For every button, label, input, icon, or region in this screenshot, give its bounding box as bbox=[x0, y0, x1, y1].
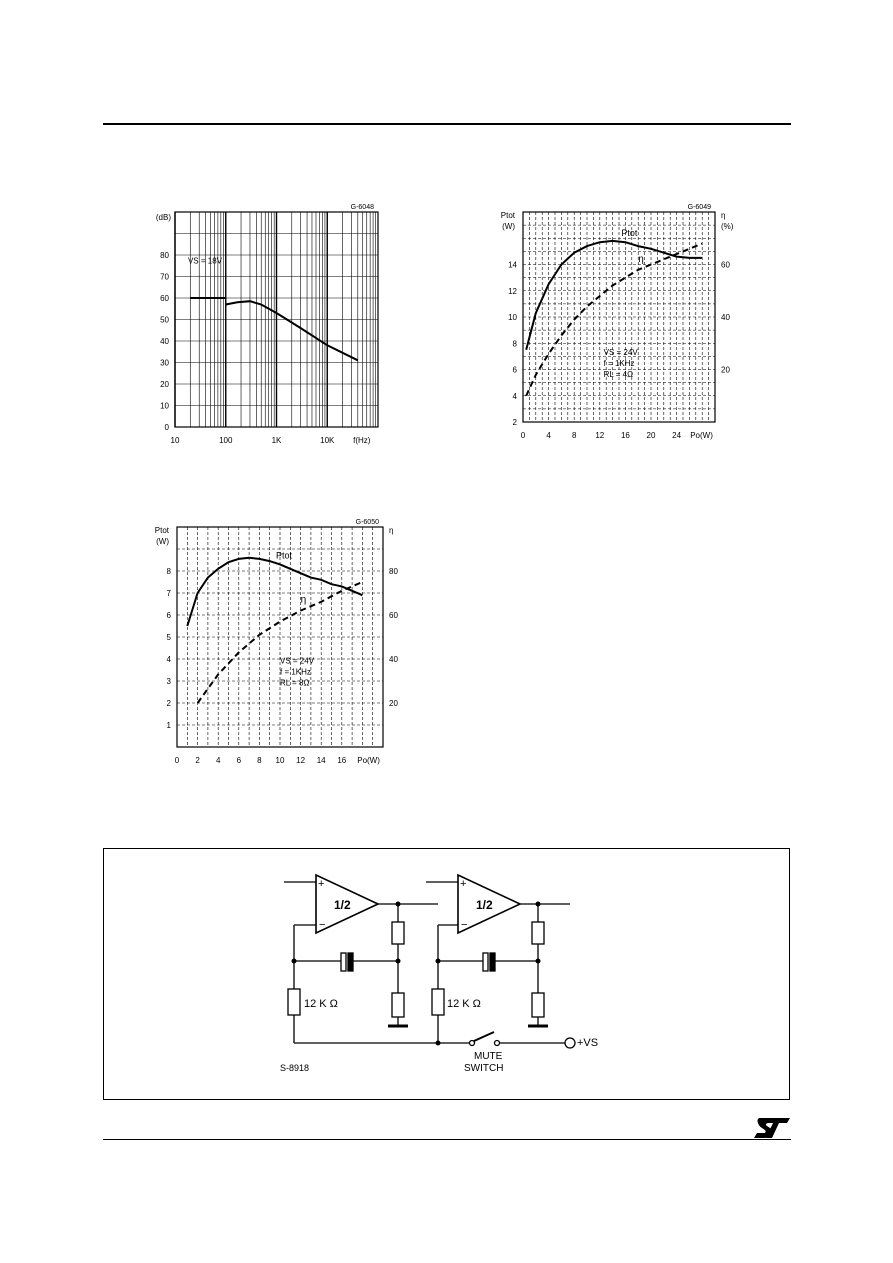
x-axis-label: f(Hz) bbox=[353, 436, 371, 445]
capacitor-2-plate-a bbox=[483, 953, 488, 971]
y-tick-label: 1 bbox=[166, 721, 171, 730]
series-label-eta: η bbox=[638, 253, 644, 265]
y2-tick-label: 40 bbox=[721, 313, 730, 322]
x-tick-label: 14 bbox=[316, 756, 326, 765]
supply-terminal bbox=[565, 1038, 575, 1048]
y-tick-label: 4 bbox=[512, 391, 517, 401]
y2-tick-label: 60 bbox=[389, 611, 398, 620]
y-tick-label: 14 bbox=[508, 260, 517, 270]
y-tick-label: 7 bbox=[166, 589, 171, 598]
y2-axis-label: (%) bbox=[721, 222, 734, 231]
opamp-2-label: 1/2 bbox=[476, 898, 493, 912]
series-ptot bbox=[187, 558, 362, 626]
annotation: f = 1KHz bbox=[603, 358, 635, 368]
switch-contact-b bbox=[495, 1041, 500, 1046]
capacitor-1-plate-b bbox=[348, 953, 353, 971]
x-tick-label: 16 bbox=[337, 756, 347, 765]
y-axis-label: Ptot bbox=[500, 211, 515, 220]
y-tick-label: 8 bbox=[512, 339, 517, 349]
y-tick-label: 12 bbox=[508, 286, 517, 296]
chart-code: G-6048 bbox=[350, 204, 374, 211]
capacitor-2-plate-b bbox=[490, 953, 495, 971]
chart-ptot-vs-po-8ohm bbox=[135, 515, 398, 770]
x-tick-label: 4 bbox=[215, 756, 221, 765]
st-logo bbox=[752, 1116, 792, 1140]
x-tick-label: 1K bbox=[271, 436, 282, 445]
capacitor-1-plate-a bbox=[341, 953, 346, 971]
series-ptot bbox=[526, 241, 702, 350]
y2-tick-label: 60 bbox=[721, 260, 730, 270]
y-tick-label: 50 bbox=[160, 315, 169, 325]
chart-gain-vs-frequency bbox=[140, 200, 390, 450]
annotation: f = 1KHz bbox=[280, 667, 311, 677]
y2-axis-label: η bbox=[721, 211, 726, 220]
x-tick-label: 4 bbox=[546, 431, 551, 440]
y-tick-label: 3 bbox=[166, 677, 171, 686]
circuit-diagram bbox=[104, 849, 791, 1101]
y-tick-label: 0 bbox=[164, 423, 169, 432]
annotation: VS = 24V bbox=[280, 656, 315, 666]
y-tick-label: 20 bbox=[160, 380, 169, 389]
x-tick-label: 12 bbox=[296, 756, 306, 765]
x-tick-label: 10 bbox=[170, 436, 180, 445]
x-tick-label: 12 bbox=[595, 431, 605, 440]
series-label-eta: η bbox=[300, 594, 307, 606]
y-tick-label: 40 bbox=[160, 337, 169, 346]
resistor-ground-2 bbox=[532, 993, 544, 1017]
resistor-feedback-2 bbox=[532, 922, 544, 944]
y-tick-label: 80 bbox=[160, 251, 169, 260]
x-tick-label: 2 bbox=[195, 756, 200, 765]
resistor-12k-2 bbox=[432, 989, 444, 1015]
x-tick-label: 8 bbox=[571, 431, 577, 440]
y-tick-label: 10 bbox=[160, 401, 169, 411]
y-unit-label: (dB) bbox=[155, 213, 171, 222]
y2-tick-label: 40 bbox=[389, 655, 398, 664]
x-axis-label: Po(W) bbox=[690, 431, 713, 440]
opamp-1-label: 1/2 bbox=[334, 898, 351, 912]
x-tick-label: 8 bbox=[257, 756, 262, 765]
opamp-2-minus: − bbox=[461, 919, 468, 931]
switch-label-line2: SWITCH bbox=[464, 1063, 504, 1074]
annotation: RL = 4Ω bbox=[603, 369, 634, 379]
y-tick-label: 10 bbox=[508, 313, 517, 322]
resistor-2-label: 12 K Ω bbox=[447, 998, 481, 1010]
footer-rule bbox=[103, 1139, 791, 1140]
resistor-12k-1 bbox=[288, 989, 300, 1015]
y-tick-label: 4 bbox=[166, 655, 171, 664]
x-tick-label: 24 bbox=[672, 431, 682, 440]
series-label-ptot: Ptot bbox=[621, 228, 638, 239]
x-axis-label: Po(W) bbox=[357, 756, 380, 765]
resistor-feedback-1 bbox=[392, 922, 404, 944]
y2-axis-label: η bbox=[389, 526, 394, 535]
annotation: VS = 24V bbox=[603, 347, 638, 357]
figure-code: S-8918 bbox=[280, 1063, 310, 1073]
opamp-2-plus: + bbox=[460, 878, 467, 890]
y-axis-label: (W) bbox=[502, 222, 515, 231]
resistor-1-label: 12 K Ω bbox=[304, 998, 338, 1010]
x-tick-label: 10K bbox=[320, 436, 335, 445]
y-tick-label: 2 bbox=[166, 699, 171, 708]
x-tick-label: 6 bbox=[236, 756, 242, 765]
mute-switch-blade bbox=[474, 1032, 494, 1041]
switch-label-line1: MUTE bbox=[474, 1051, 503, 1062]
y2-tick-label: 80 bbox=[389, 567, 398, 576]
header-rule bbox=[103, 123, 791, 125]
mute-switch-circuit-figure bbox=[103, 848, 790, 1100]
y-tick-label: 70 bbox=[160, 272, 169, 282]
x-tick-label: 10 bbox=[275, 756, 285, 765]
y-tick-label: 5 bbox=[166, 633, 171, 642]
chart-code: G-6049 bbox=[687, 204, 711, 211]
switch-contact-a bbox=[470, 1041, 475, 1046]
series-label-ptot: Ptot bbox=[276, 550, 293, 561]
x-tick-label: 0 bbox=[520, 431, 526, 440]
x-tick-label: 100 bbox=[219, 436, 233, 445]
chart-ptot-vs-po-4ohm bbox=[495, 200, 755, 450]
y-axis-label: (W) bbox=[156, 537, 169, 546]
y2-tick-label: 20 bbox=[721, 365, 730, 375]
chart-code: G-6050 bbox=[355, 519, 379, 526]
y-axis-label: Ptot bbox=[154, 526, 169, 535]
resistor-ground-1 bbox=[392, 993, 404, 1017]
y-tick-label: 6 bbox=[512, 365, 517, 375]
opamp-1-plus: + bbox=[318, 878, 325, 890]
annotation: RL = 8Ω bbox=[280, 678, 310, 688]
annotation: VS = 18V bbox=[187, 256, 222, 266]
y2-tick-label: 20 bbox=[389, 699, 398, 708]
y-tick-label: 60 bbox=[160, 294, 169, 303]
opamp-1-minus: − bbox=[319, 919, 326, 931]
x-tick-label: 20 bbox=[646, 431, 656, 440]
y-tick-label: 30 bbox=[160, 358, 169, 368]
y-tick-label: 6 bbox=[166, 611, 171, 620]
x-tick-label: 0 bbox=[174, 756, 180, 765]
supply-label: +VS bbox=[577, 1037, 599, 1049]
x-tick-label: 16 bbox=[620, 431, 630, 440]
y-tick-label: 8 bbox=[166, 567, 171, 576]
y-tick-label: 2 bbox=[512, 418, 517, 427]
